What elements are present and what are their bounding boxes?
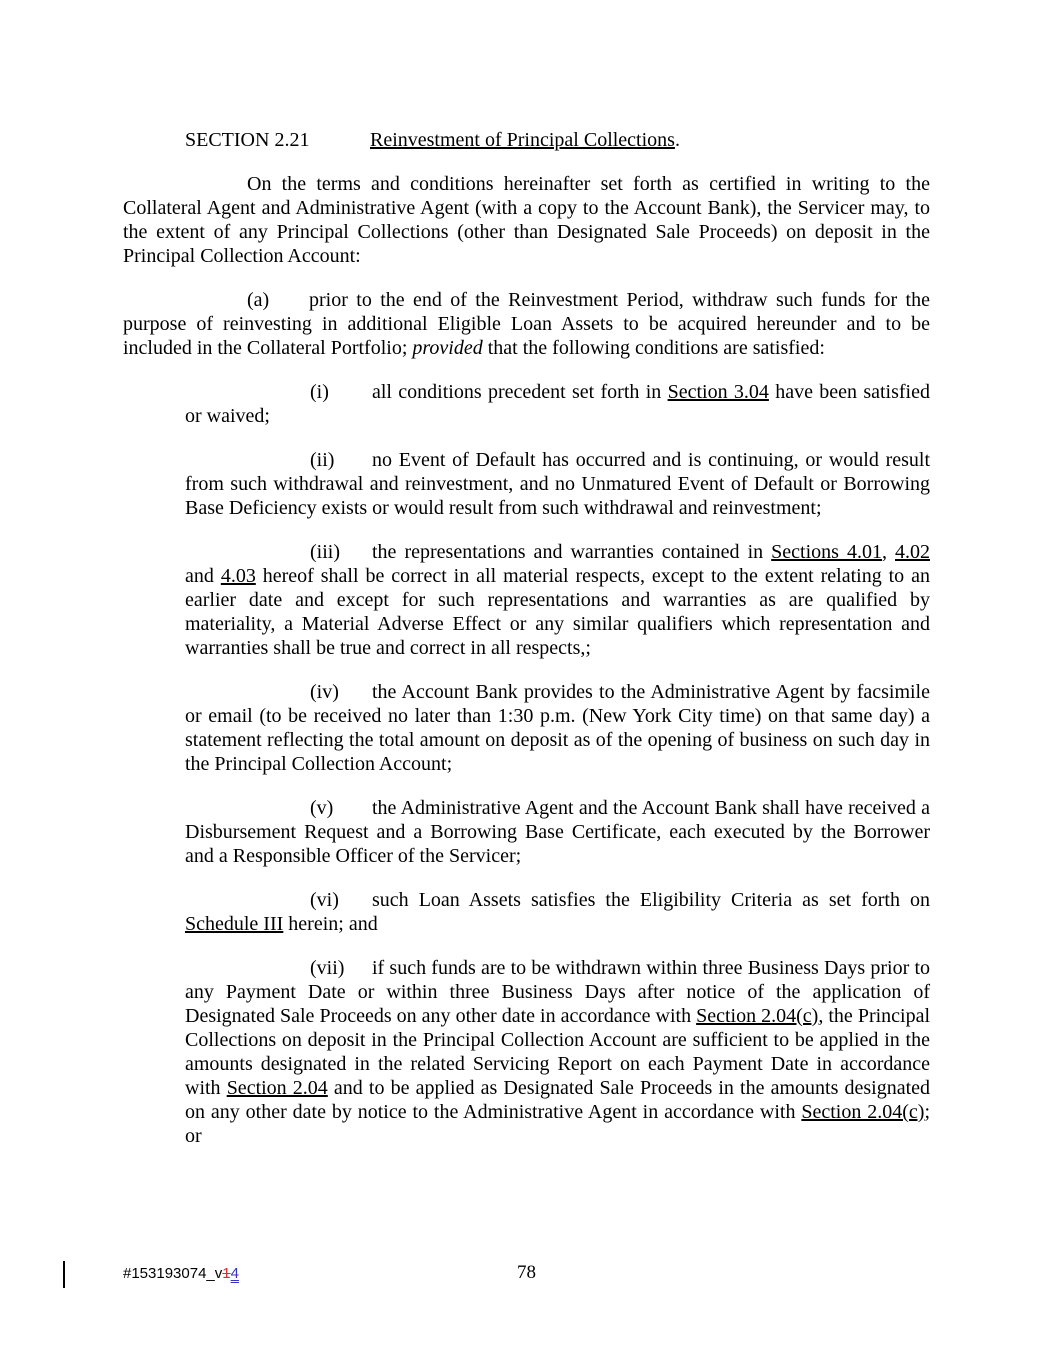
- text-run: ; or: [185, 1101, 930, 1147]
- text-run: ,: [881, 541, 895, 563]
- text-run: hereof shall be correct in all material respects, except to the extent relating to an earlier date and except for such representations and warranties as are qualified by materiality, a Material Adverse Effect or any similar qualifiers which representation and warranties shall be true and correct in all respects,;: [185, 565, 930, 659]
- paragraph-label: (i): [310, 381, 329, 403]
- footer-deleted-version: 1: [222, 1265, 231, 1282]
- item-i: [185, 380, 930, 428]
- text-run: Section 2.04(c): [696, 1005, 819, 1027]
- text-run: if such funds are to be withdrawn within three Business Days prior to any Payment Date or within three Business Days after notice of the application of Designated Sale Proceeds on any other date in accordance with: [185, 957, 930, 1027]
- item-iv: [185, 680, 930, 776]
- text-run: the Administrative Agent and the Account Bank shall have received a Disbursement Request and a Borrowing Base Certificate, each executed by the Borrower and a Responsible Officer of the Servicer;: [185, 797, 930, 867]
- text-run: Section 3.04: [667, 381, 769, 403]
- paragraph-label: (vii): [310, 957, 345, 979]
- paragraph-label: (ii): [310, 449, 335, 471]
- text-run: Schedule III: [185, 913, 284, 935]
- item-a: [123, 288, 930, 360]
- text-run: no Event of Default has occurred and is continuing, or would result from such withdrawal and reinvestment, and no Unmatured Event of Default or Borrowing Base Deficiency exists or would result from such withdrawal and reinvestment;: [185, 449, 930, 519]
- text-run: the Account Bank provides to the Administrative Agent by facsimile or email (to be received no later than 1:30 p.m. (New York City time) on that same day) a statement reflecting the total amount on deposit as of the opening of business on such day in the Principal Collection Account;: [185, 681, 930, 775]
- text-run: herein; and: [283, 913, 378, 935]
- footer-inserted-version: 4: [230, 1265, 239, 1282]
- text-run: On the terms and conditions hereinafter set forth as certified in writing to the Collateral Agent and Administrative Agent (with a copy to the Account Bank), the Servicer may, to the extent of any Principal Collections (other than Designated Sale Proceeds) on deposit in the Principal Collection Account:: [123, 173, 930, 267]
- text-run: 4.02: [895, 541, 930, 563]
- text-run: have been satisfied or waived;: [185, 381, 930, 427]
- text-run: prior to the end of the Reinvestment Period, withdraw such funds for the purpose of reinvesting in additional Eligible Loan Assets to be acquired hereunder and to be included in the Collateral Portfolio;: [123, 289, 930, 359]
- item-vi: [185, 888, 930, 936]
- text-run: Reinvestment of Principal Collections: [370, 129, 675, 151]
- paragraph-label: (vi): [310, 889, 339, 911]
- footer-doc-id-prefix: #153193074_v: [123, 1265, 223, 1282]
- change-bar: [63, 1261, 65, 1288]
- text-run: .: [674, 129, 680, 151]
- text-run: Section 2.04: [226, 1077, 328, 1099]
- text-run: Section 2.04(c): [801, 1101, 925, 1123]
- item-v: [185, 796, 930, 868]
- item-ii: [185, 448, 930, 520]
- text-run: provided: [412, 337, 483, 359]
- item-vii: [185, 956, 930, 1148]
- intro-paragraph: [123, 172, 930, 268]
- text-run: all conditions precedent set forth in: [372, 381, 668, 403]
- paragraph-label: (iv): [310, 681, 339, 703]
- page-number: 78: [517, 1262, 536, 1283]
- paragraph-label: SECTION 2.21: [185, 129, 310, 151]
- text-run: that the following conditions are satisfied:: [482, 337, 825, 359]
- text-run: the representations and warranties contained in: [372, 541, 772, 563]
- text-run: 4.03: [220, 565, 256, 587]
- text-run: such Loan Assets satisfies the Eligibility Criteria as set forth on: [372, 889, 930, 911]
- text-run: and: [185, 565, 221, 587]
- text-run: and to be applied as Designated Sale Proceeds in the amounts designated on any other date by notice to the Administrative Agent in accordance with: [185, 1077, 931, 1123]
- paragraph-label: (iii): [310, 541, 340, 563]
- text-run: , the Principal Collections on deposit in the Principal Collection Account are sufficient to be applied in the amounts designated in the related Servicing Report on each Payment Date in accordance with: [185, 1005, 931, 1099]
- document-body: [123, 128, 930, 1168]
- paragraph-label: (a): [247, 289, 270, 311]
- text-run: Sections 4.01: [771, 541, 882, 563]
- section-heading: [123, 128, 930, 152]
- paragraph-label: (v): [310, 797, 334, 819]
- item-iii: [185, 540, 930, 660]
